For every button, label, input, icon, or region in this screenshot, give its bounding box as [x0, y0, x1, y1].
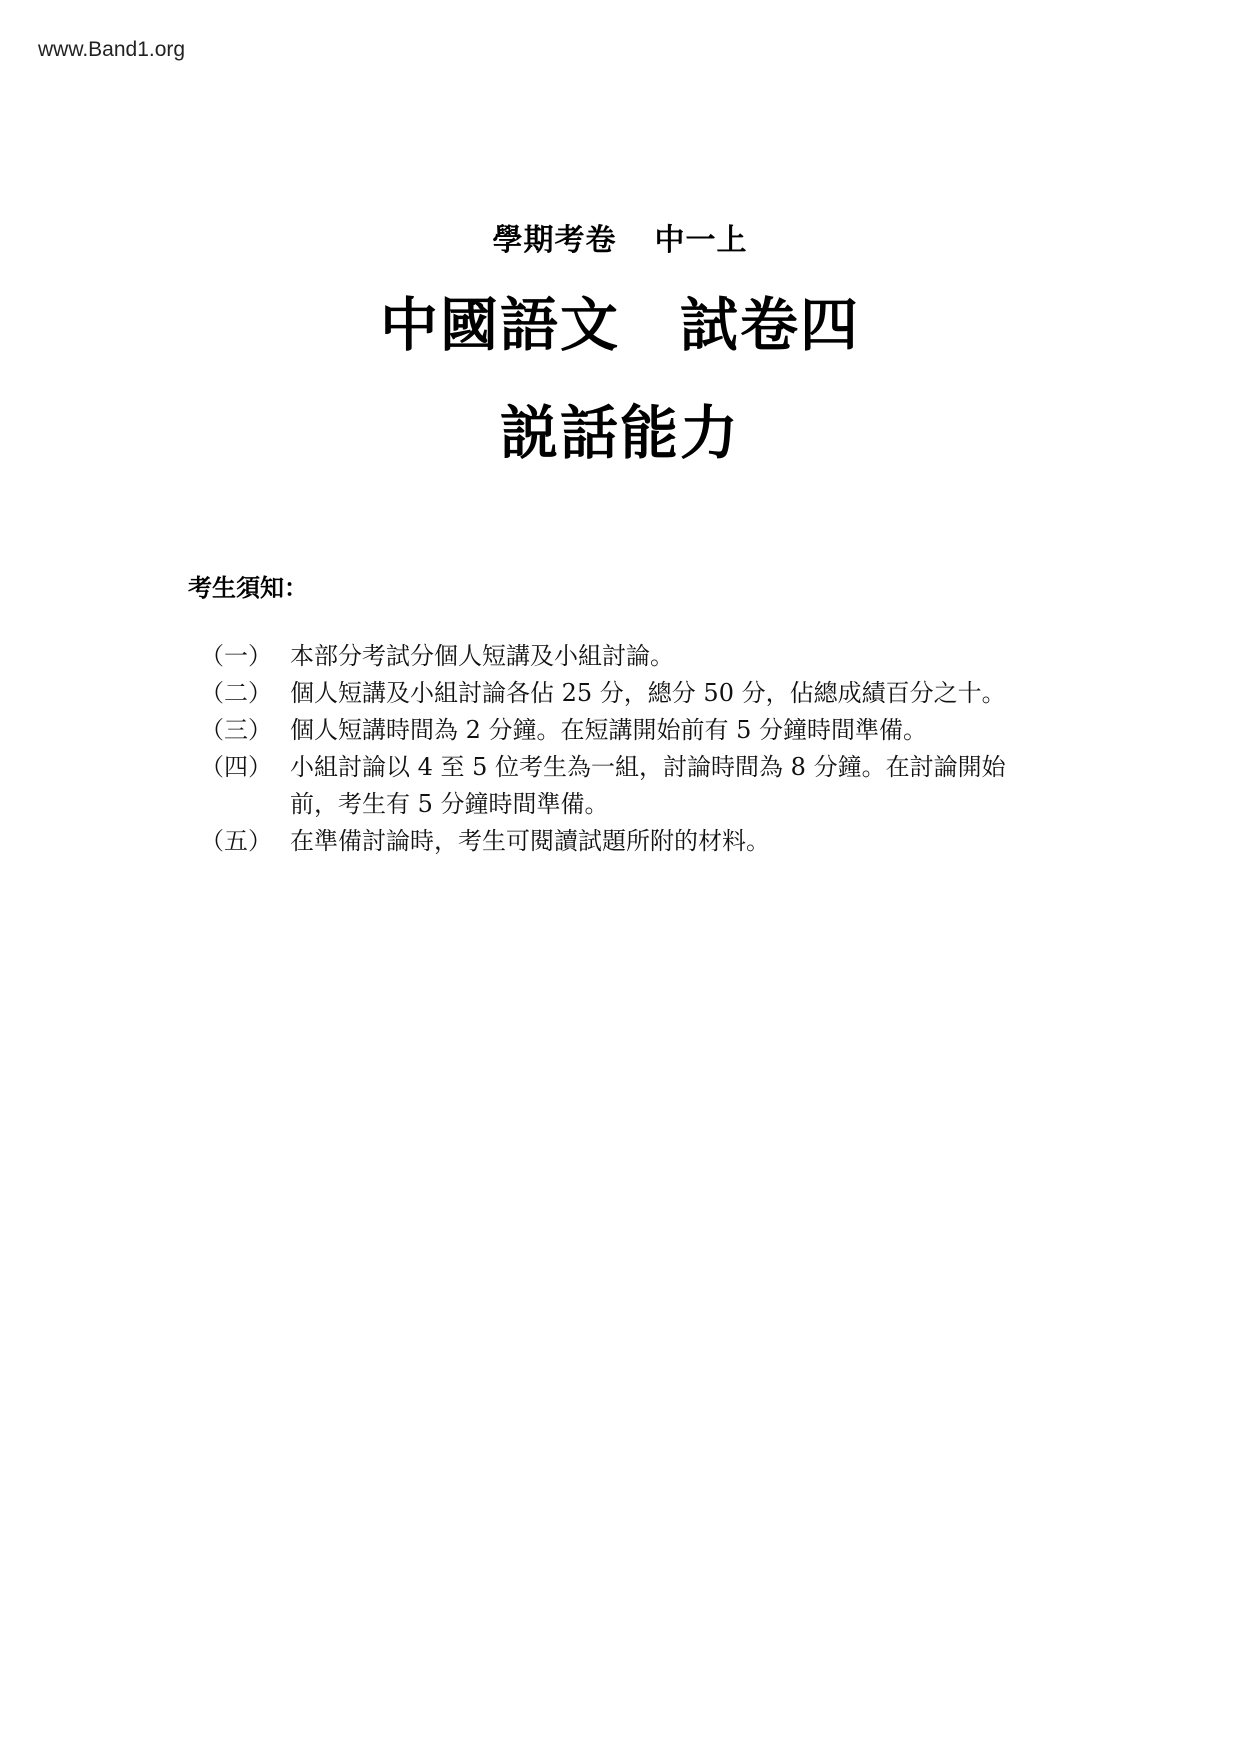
rule-number: （一） [200, 642, 272, 670]
rules-list [200, 638, 1020, 860]
subject: 中國語文 [379, 291, 620, 359]
exam-subtitle [0, 215, 1240, 259]
watermark-url: www.Band1.org [38, 38, 186, 61]
rule-text: 個人短講時間為 2 分鐘。在短講開始前有 5 分鐘時間準備。 [290, 716, 928, 744]
rule-number: （五） [200, 827, 272, 855]
paper-name: 説話能力 [499, 399, 740, 467]
rule-item [200, 675, 1020, 712]
rule-text: 個人短講及小組討論各佔 25 分，總分 50 分，佔總成績百分之十。 [290, 679, 1006, 707]
notice-heading: 考生須知： [188, 574, 308, 602]
page-title [0, 278, 1240, 362]
exam-type: 學期考卷 [492, 223, 617, 258]
rule-item [200, 823, 1020, 860]
rule-text: 小組討論以 4 至 5 位考生為一組，討論時間為 8 分鐘。在討論開始前，考生有 5 分鐘時間準備。 [290, 753, 1006, 818]
rule-number: （三） [200, 716, 272, 744]
rule-number: （四） [200, 753, 272, 781]
rule-text: 本部分考試分個人短講及小組討論。 [290, 642, 674, 670]
grade: 中一上 [654, 223, 748, 258]
rule-text: 在準備討論時，考生可閱讀試題所附的材料。 [290, 827, 770, 855]
rule-item [200, 712, 1020, 749]
paper-number: 試卷四 [680, 291, 861, 359]
rule-number: （二） [200, 679, 272, 707]
rule-item [200, 749, 1020, 823]
rule-item [200, 638, 1020, 675]
